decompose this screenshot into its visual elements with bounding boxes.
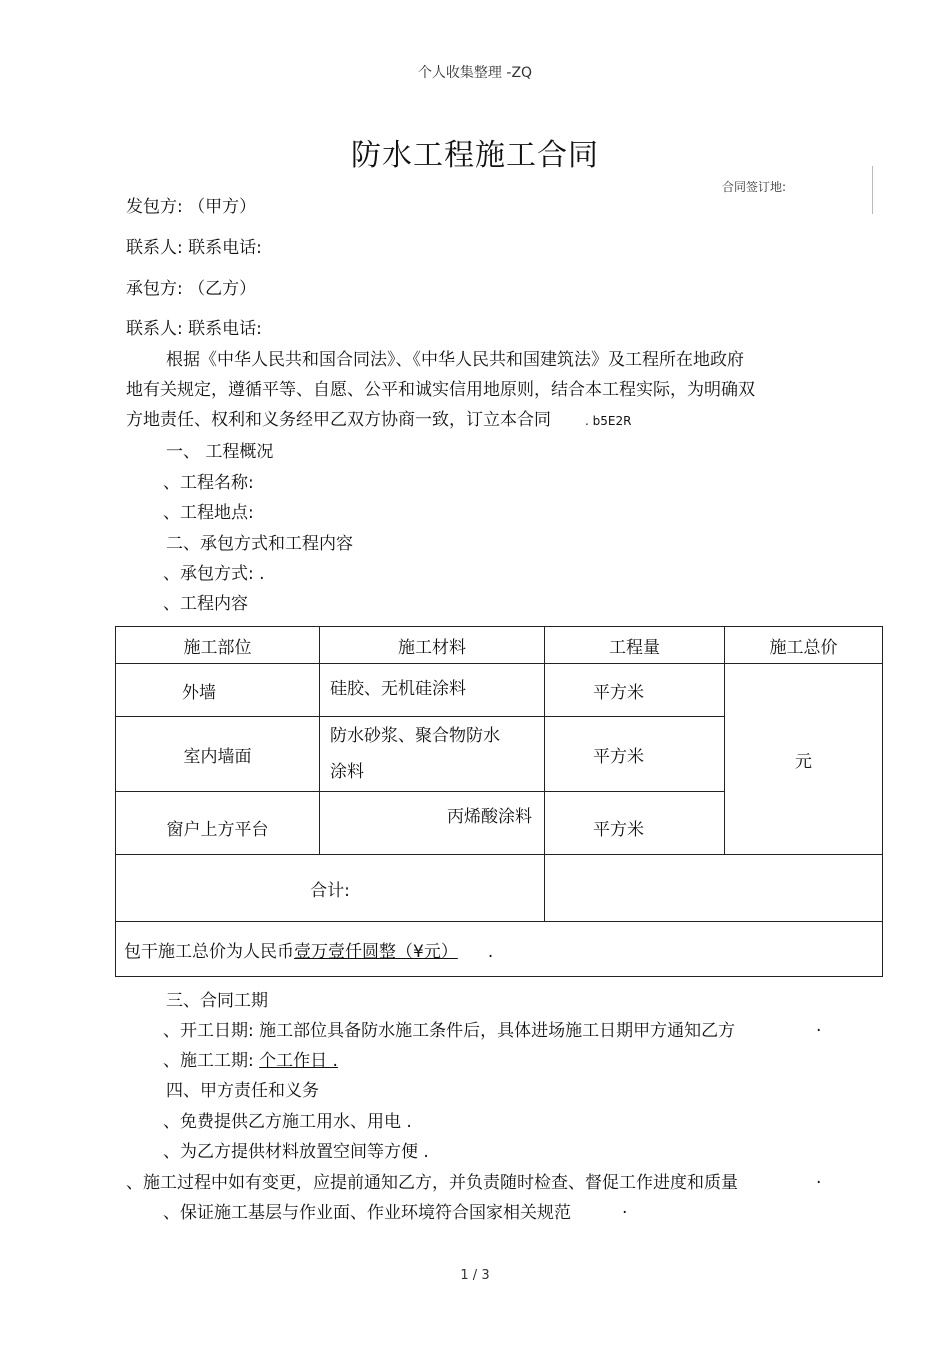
document-title: 防水工程施工合同 — [351, 138, 599, 173]
header-total-price: 施工总价 — [725, 627, 883, 664]
duty-item-3: 、施工过程中如有变更，应提前通知乙方，并负责随时检查、督促工作进度和质量 — [126, 1173, 738, 1193]
duty-item-4-dot: . — [622, 1198, 628, 1218]
duty-item-2: 、为乙方提供材料放置空间等方便 . — [163, 1142, 429, 1162]
start-date-item: 、开工日期: 施工部位具备防水施工条件后，具体进场施工日期甲方通知乙方 — [163, 1021, 736, 1041]
material-line-2: 涂料 — [330, 762, 364, 782]
duration-item — [163, 1046, 338, 1071]
cell-part: 窗户上方平台 — [116, 792, 320, 855]
intro-line-1: 根据《中华人民共和国合同法》、《中华人民共和国建筑法》及工程所在地政府 — [166, 350, 744, 370]
section-2-heading: 二、承包方式和工程内容 — [166, 534, 353, 554]
cell-quantity: 平方米 — [545, 717, 725, 792]
intro-code: . b5E2R — [585, 414, 632, 428]
intro-line-3 — [126, 405, 806, 436]
lump-sum-prefix: 包干施工总价为人民币 — [124, 941, 294, 962]
header-part: 施工部位 — [116, 627, 320, 664]
material-line-1: 防水砂浆、聚合物防水 — [330, 726, 500, 746]
section-4-heading: 四、甲方责任和义务 — [166, 1081, 319, 1101]
duty-item-3-dot: . — [816, 1168, 822, 1188]
party-b: 承包方: （乙方） — [126, 279, 257, 299]
contract-mode-label: 、承包方式: . — [163, 564, 265, 584]
sum-row — [116, 855, 883, 922]
cell-quantity: 平方米 — [545, 792, 725, 855]
header-quantity: 工程量 — [545, 627, 725, 664]
party-a-contact: 联系人: 联系电话: — [126, 238, 262, 258]
duty-item-4: 、保证施工基层与作业面、作业环境符合国家相关规范 — [163, 1203, 571, 1223]
cell-quantity: 平方米 — [545, 664, 725, 717]
page-number: 1 / 3 — [460, 1268, 490, 1283]
cell-part: 外墙 — [116, 664, 320, 717]
project-location-label: 、工程地点: — [163, 503, 254, 523]
header-material: 施工材料 — [320, 627, 545, 664]
work-content-label: 、工程内容 — [163, 594, 248, 614]
cell-part: 室内墙面 — [116, 717, 320, 792]
section-1-heading: 一、 工程概况 — [166, 442, 274, 462]
duration-value: 个工作日 . — [259, 1051, 338, 1071]
duty-item-1: 、免费提供乙方施工用水、用电 . — [163, 1112, 412, 1132]
lump-sum-row — [116, 922, 883, 977]
sum-label: 合计: — [116, 855, 545, 922]
intro-line-3-text: 方地责任、权利和义务经甲乙双方协商一致，订立本合同 — [126, 410, 551, 430]
work-content-table — [115, 626, 883, 977]
cell-material: 丙烯酸涂料 — [320, 792, 545, 855]
lump-sum-amount: 壹万壹仟圆整（¥元） — [294, 941, 458, 962]
party-a: 发包方: （甲方） — [126, 197, 257, 217]
margin-line — [872, 166, 873, 214]
cell-total-price: 元 — [725, 664, 883, 855]
duration-label: 、施工工期: — [163, 1051, 260, 1071]
page-header: 个人收集整理 -ZQ — [417, 65, 533, 81]
cell-material: 硅胶、无机硅涂料 — [320, 664, 545, 717]
intro-paragraph — [126, 345, 806, 436]
sum-value — [545, 855, 883, 922]
start-date-dot: . — [816, 1016, 822, 1036]
party-b-contact: 联系人: 联系电话: — [126, 319, 262, 339]
lump-sum-dot: . — [487, 941, 494, 962]
table-row — [116, 664, 883, 717]
cell-material — [320, 717, 545, 792]
sign-place-label: 合同签订地: — [722, 180, 787, 194]
intro-line-2: 地有关规定，遵循平等、自愿、公平和诚实信用地原则，结合本工程实际，为明确双 — [126, 380, 755, 400]
project-name-label: 、工程名称: — [163, 473, 254, 493]
section-3-heading: 三、合同工期 — [166, 991, 268, 1011]
table-header-row — [116, 627, 883, 664]
lump-sum-cell — [116, 922, 883, 977]
